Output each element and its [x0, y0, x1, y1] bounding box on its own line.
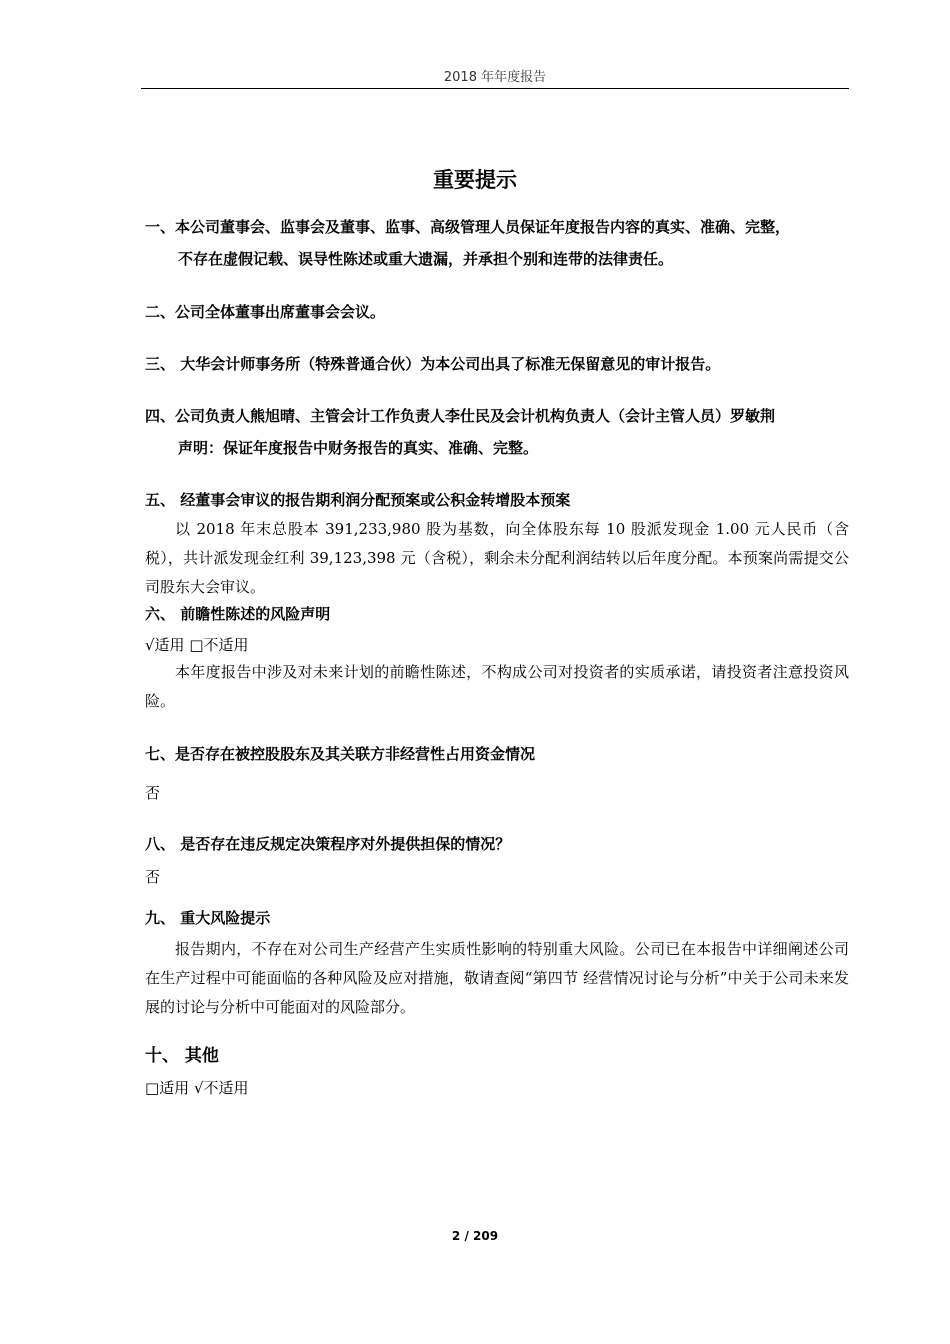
item-eight-answer: 否 [145, 868, 161, 886]
item-nine-body: 报告期内，不存在对公司生产经营产生实质性影响的特别重大风险。公司已在本报告中详细阐述公司在生产过程中可能面临的各种风险及应对措施，敬请查阅“第四节 经营情况讨论与分析”中关于公司未来发展的讨论与分析中可能面对的风险部分。 [145, 940, 849, 1016]
page-title: 重要提示 [433, 168, 517, 192]
item-four-line1: 四、公司负责人熊旭晴、主管会计工作负责人李仕民及会计机构负责人（会计主管人员）罗敏荆 [145, 407, 776, 425]
item-seven-heading: 七、是否存在被控股股东及其关联方非经营性占用资金情况 [145, 745, 536, 763]
item-ten-applicability: □适用 √不适用 [145, 1079, 249, 1097]
running-header: 2018 年年度报告 [443, 70, 547, 85]
item-eight-heading: 八、 是否存在违反规定决策程序对外提供担保的情况？ [145, 835, 511, 853]
item-two: 二、公司全体董事出席董事会会议。 [145, 303, 386, 321]
page-number: 2 / 209 [451, 1229, 499, 1243]
item-seven-answer: 否 [145, 784, 161, 802]
item-one-line1: 一、本公司董事会、监事会及董事、监事、高级管理人员保证年度报告内容的真实、准确、完整， [145, 218, 791, 236]
item-five-heading: 五、 经董事会审议的报告期利润分配预案或公积金转增股本预案 [145, 491, 571, 509]
item-one-line2: 不存在虚假记载、误导性陈述或重大遗漏，并承担个别和连带的法律责任。 [178, 250, 674, 268]
header-divider [141, 88, 849, 89]
item-six-body: 本年度报告中涉及对未来计划的前瞻性陈述，不构成公司对投资者的实质承诺，请投资者注意投资风险。 [145, 663, 849, 710]
item-four-line2: 声明：保证年度报告中财务报告的真实、准确、完整。 [178, 439, 539, 457]
item-nine-heading: 九、 重大风险提示 [145, 909, 271, 927]
item-ten-heading: 十、 其他 [145, 1046, 219, 1066]
item-six-applicability: √适用 □不适用 [145, 636, 249, 654]
item-five-body: 以 2018 年末总股本 391,233,980 股为基数，向全体股东每 10 股派发现金 1.00 元人民币（含税），共计派发现金红利 39,123,398 元（含税），剩余未分配利润结转以后年度分配。本预案尚需提交公司股东大会审议。 [145, 520, 849, 596]
item-three: 三、 大华会计师事务所（特殊普通合伙）为本公司出具了标准无保留意见的审计报告。 [145, 355, 721, 373]
item-six-heading: 六、 前瞻性陈述的风险声明 [145, 605, 331, 623]
